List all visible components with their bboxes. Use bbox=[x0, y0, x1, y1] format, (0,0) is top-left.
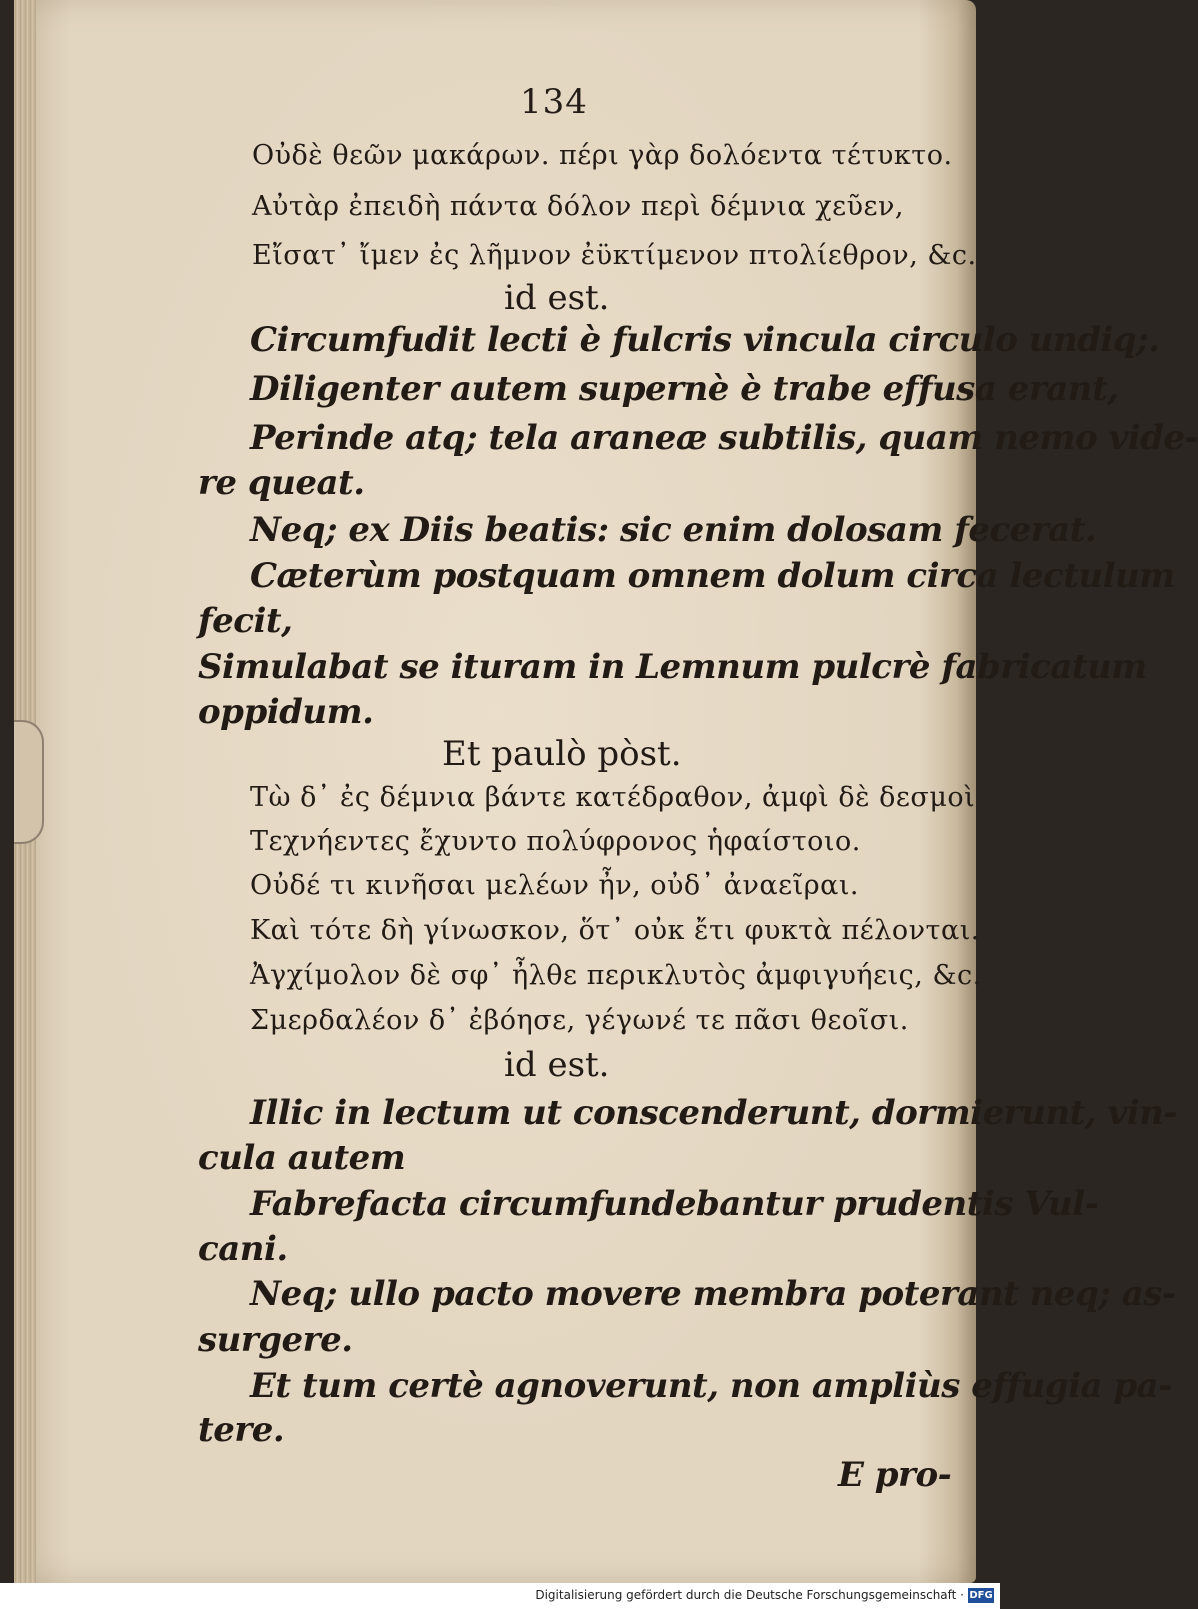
text-line: Et paulò pòst. bbox=[442, 734, 682, 774]
text-line: Τὼ δ᾽ ἐς δέμνια βάντε κατέδραθον, ἀμφὶ δὲ δεσμοὶ bbox=[250, 782, 976, 813]
text-line: Simulabat se ituram in Lemnum pulcrè fabricatum bbox=[198, 647, 1147, 687]
text-line: Ἀγχίμολον δὲ σφ᾽ ἦλθε περικλυτὸς ἀμφιγυήεις, &c. bbox=[250, 960, 982, 991]
text-line: fecit, bbox=[198, 601, 293, 641]
text-line: Circumfudit lecti è fulcris vincula circulo undiq;. bbox=[250, 320, 1160, 360]
text-line: id est. bbox=[504, 1045, 610, 1085]
text-line: re queat. bbox=[198, 463, 365, 503]
text-line: Τεχνήεντες ἔχυντο πολύφρονος ἡφαίστοιο. bbox=[250, 826, 861, 857]
text-line: id est. bbox=[504, 278, 610, 318]
text-line: surgere. bbox=[198, 1320, 353, 1360]
text-line: Καὶ τότε δὴ γίνωσκον, ὅτ᾽ οὐκ ἔτι φυκτὰ πέλονται. bbox=[250, 915, 980, 946]
text-line: oppidum. bbox=[198, 692, 374, 732]
page-number: 134 bbox=[520, 82, 588, 122]
text-line: Εἴσατ᾽ ἴμεν ἐς λῆμνον ἐϋκτίμενον πτολίεθρον, &c. bbox=[252, 240, 977, 271]
text-line: Οὐδέ τι κινῆσαι μελέων ἦν, οὐδ᾽ ἀναεῖραι. bbox=[250, 870, 860, 901]
text-line: Οὐδὲ θεῶν μακάρων. πέρι γὰρ δολόεντα τέτυκτο. bbox=[252, 140, 953, 171]
text-line: Neq; ex Diis beatis: sic enim dolosam fecerat. bbox=[250, 510, 1097, 550]
dfg-logo-icon: DFG bbox=[969, 1590, 993, 1601]
text-line: Αὐτὰρ ἐπειδὴ πάντα δόλον περὶ δέμνια χεῦεν, bbox=[252, 191, 905, 222]
text-line: Fabrefacta circumfundebantur prudentis Vul- bbox=[250, 1184, 1099, 1224]
footer-credit: Digitalisierung gefördert durch die Deutsche Forschungsgemeinschaft · bbox=[535, 1588, 964, 1602]
text-line: cani. bbox=[198, 1229, 288, 1269]
page-tab bbox=[14, 720, 44, 844]
catchword: E pro- bbox=[838, 1455, 952, 1495]
digitization-footer bbox=[0, 1583, 1000, 1609]
text-line: tere. bbox=[198, 1410, 285, 1450]
text-line: Neq; ullo pacto movere membra poterant neq; as- bbox=[250, 1274, 1176, 1314]
text-line: Et tum certè agnoverunt, non ampliùs effugia pa- bbox=[250, 1366, 1172, 1406]
text-line: Σμερδαλέον δ᾽ ἐβόησε, γέγωνέ τε πᾶσι θεοῖσι. bbox=[250, 1005, 909, 1036]
text-line: cula autem bbox=[198, 1138, 406, 1178]
text-line: Perinde atq; tela araneæ subtilis, quam nemo vide- bbox=[250, 418, 1198, 458]
text-line: Illic in lectum ut conscenderunt, dormierunt, vin- bbox=[250, 1093, 1177, 1133]
text-line: Diligenter autem supernè è trabe effusa erant, bbox=[250, 369, 1119, 409]
text-line: Cæterùm postquam omnem dolum circa lectulum bbox=[250, 556, 1175, 596]
